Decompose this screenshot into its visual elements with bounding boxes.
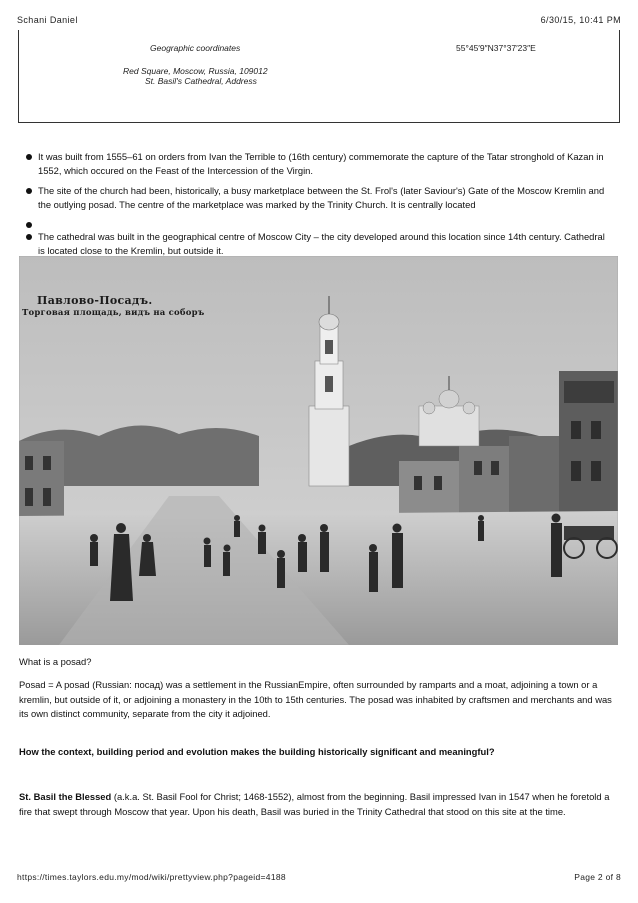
basil-bold-lead: St. Basil the Blessed: [19, 791, 112, 802]
list-item: [20, 218, 610, 230]
page-url-link[interactable]: https://times.taylors.edu.my/mod/wiki/prettyview.php?pageid=4188: [17, 872, 286, 882]
list-item: The site of the church had been, historically, a busy marketplace between the St. Frol's (later Saviour's) Gate of the Moscow Kremlin and the outlying posad. The centre of the marketplace was marked by the Trinity Church. It is centrally located: [20, 184, 610, 212]
print-datetime: 6/30/15, 10:41 PM: [540, 15, 621, 25]
section-heading: How the context, building period and evolution makes the building historically significant and meaningful?: [19, 746, 495, 757]
author-name: Schani Daniel: [17, 15, 78, 25]
coordinates-label: Geographic coordinates: [150, 43, 241, 53]
historical-photo: [19, 256, 618, 645]
basil-paragraph-text: (a.k.a. St. Basil Fool for Christ; 1468-1552), almost from the beginning. Basil impressed Ivan in 1547 when he foretold a fire that swept through Moscow that year. Upon his death, Basil was buried in the Trinity Cathedral that stood on this site at the time.: [19, 791, 610, 817]
posad-question: What is a posad?: [19, 656, 92, 667]
basil-paragraph: [19, 790, 619, 819]
address-line-2: St. Basil's Cathedral, Address: [145, 76, 257, 86]
page-number: Page 2 of 8: [574, 872, 621, 882]
photo-caption-subtitle: Торговая площадь, видъ на соборъ: [22, 308, 205, 318]
facts-list: [20, 150, 610, 264]
photo-caption-title: Павлово-Посадъ.: [37, 294, 153, 307]
list-item: It was built from 1555–61 on orders from Ivan the Terrible to (16th century) commemorate the capture of the Tatar stronghold of Kazan in 1552, which occured on the Feast of the Intercession of the Virgin.: [20, 150, 610, 178]
list-item: The cathedral was built in the geographical centre of Moscow City – the city developed around this location since 14th century. Cathedral is located close to the Kremlin, but outside it.: [20, 230, 610, 258]
coordinates-table: [18, 30, 620, 123]
coordinates-value: 55°45′9″N37°37′23″E: [456, 43, 536, 53]
address-line-1: Red Square, Moscow, Russia, 109012: [123, 66, 268, 76]
posad-definition-paragraph: Posad = A posad (Russian: посад) was a settlement in the RussianEmpire, often surrounded by ramparts and a moat, adjoining a town or a kremlin, but outside of it, or adjoining a monastery in the 10th to 15th centuries. The posad was inhabited by craftsmen and merchants and was its own distinct community, separate from the city it adjoined.: [19, 679, 612, 719]
